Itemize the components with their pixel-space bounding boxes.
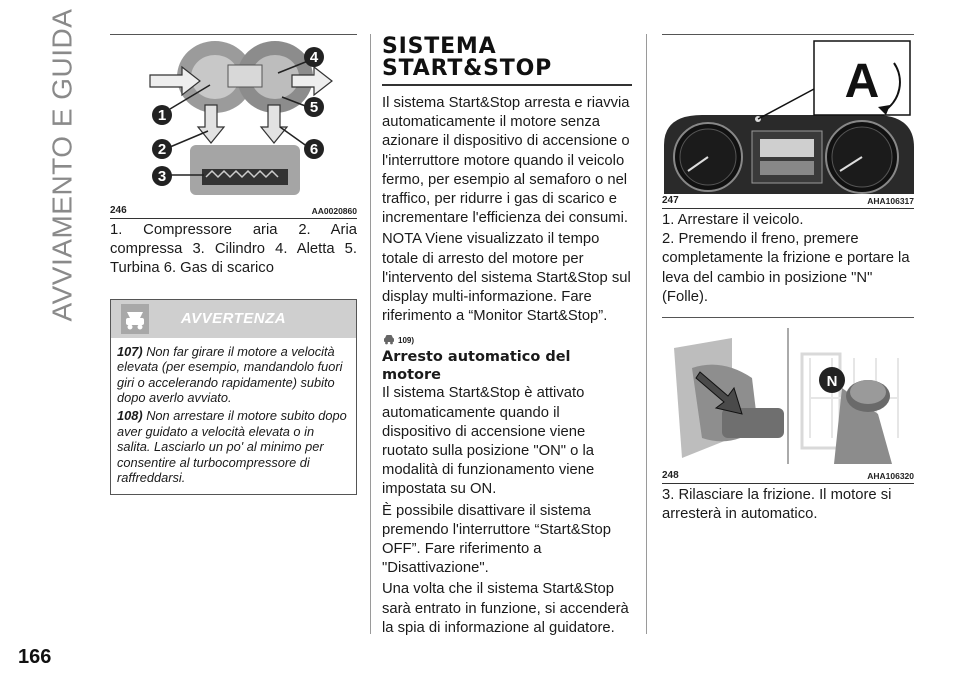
chapter-title-text: AVVIAMENTO E GUIDA	[46, 8, 78, 322]
step-2: 2. Premendo il freno, premere completamente la frizione e portare la leva del cambio in posizione "N" (Folle).	[662, 231, 910, 305]
paragraph-indicator: Una volta che il sistema Start&Stop sarà entrato in funzione, si accenderà la spia di informazione al guidatore.	[382, 581, 629, 636]
clutch-gear-figure	[662, 317, 914, 469]
warning-header	[111, 300, 356, 338]
turbo-figure	[110, 34, 357, 204]
page-number: 166	[18, 646, 52, 668]
column-middle	[382, 36, 632, 640]
figure-code: AHA106317	[867, 196, 914, 206]
column-divider	[646, 34, 647, 634]
instrument-cluster-illustration	[662, 35, 914, 194]
warning-number: 107)	[117, 343, 143, 359]
reference-number: 109)	[398, 336, 415, 346]
figure-caption	[662, 469, 914, 484]
callout-4: 4	[309, 49, 319, 66]
warning-text: Non arrestare il motore subito dopo aver guidato a velocità elevata o in salita. Lasciarlo un po' al minimo per consentire al turbocompressore di raffreddarsi.	[117, 407, 347, 486]
gear-neutral-label: N	[826, 373, 838, 391]
warning-body	[111, 338, 356, 494]
column-right	[662, 34, 914, 524]
subsection-heading: Arresto automatico del motore	[382, 349, 571, 384]
column-left	[110, 34, 357, 495]
car-reference-icon	[382, 332, 396, 346]
figure-number: 248	[662, 470, 679, 482]
warning-item	[117, 408, 350, 487]
callout-1: 1	[157, 107, 167, 124]
figure-code: AHA106320	[867, 471, 914, 482]
step-1: 1. Arrestare il veicolo.	[662, 212, 804, 228]
section-title-line2: START&STOP	[382, 56, 552, 81]
warning-text: Non far girare il motore a velocità elevata (per esempio, mandandolo fuori giri o accelerando rapidamente) subito dopo averlo avviato.	[117, 343, 343, 406]
callout-5: 5	[309, 99, 319, 116]
clutch-gear-illustration	[662, 318, 914, 469]
callout-6: 6	[309, 141, 319, 158]
reference-marker	[382, 328, 632, 346]
warning-box	[110, 299, 357, 495]
paragraph-intro: Il sistema Start&Stop arresta e riavvia automaticamente il motore senza azionare il dispositivo di accensione o l'interruttore motore quando il veicolo fermo, per esempio al semaforo o nel traffico, per ridurre i gas di scarico e incrementare l'efficienza dei consumi.	[382, 95, 630, 227]
paragraph-note: NOTA Viene visualizzato il tempo totale di arresto del motore per l'intervento del sistema Start&Stop sul display multi-informazione. Fare riferimento a “Monitor Start&Stop”.	[382, 231, 631, 325]
figure-number: 246	[110, 205, 127, 216]
figure-caption	[110, 204, 357, 219]
car-warning-icon	[121, 304, 149, 334]
figure-legend: 1. Compressore aria 2. Aria compressa 3. Cilindro 4. Aletta 5. Turbina 6. Gas di scarico	[110, 222, 357, 277]
section-title-line1: SISTEMA	[382, 34, 497, 59]
figure-code: AA0020860	[311, 206, 357, 216]
step-3: 3. Rilasciare la frizione. Il motore si arresterà in automatico.	[662, 487, 892, 523]
section-title	[382, 36, 632, 86]
figure-number: 247	[662, 195, 679, 206]
turbocharger-illustration	[110, 35, 357, 204]
chapter-side-title	[32, 8, 92, 322]
callout-2: 2	[157, 141, 167, 158]
column-divider	[370, 34, 371, 634]
instrument-cluster-figure	[662, 34, 914, 194]
warning-title: AVVERTENZA	[180, 310, 287, 328]
paragraph-activation: Il sistema Start&Stop è attivato automaticamente quando il dispositivo di accensione viene ruotato sulla posizione "ON" o la modalità di funzionamento viene impostata su ON.	[382, 385, 595, 498]
callout-A: A	[844, 55, 880, 108]
figure-caption	[662, 194, 914, 209]
warning-number: 108)	[117, 407, 143, 423]
warning-item	[117, 344, 350, 407]
paragraph-deactivation: È possibile disattivare il sistema premendo l'interruttore “Start&Stop OFF”. Fare riferimento a "Disattivazione".	[382, 502, 611, 577]
callout-3: 3	[157, 168, 167, 185]
